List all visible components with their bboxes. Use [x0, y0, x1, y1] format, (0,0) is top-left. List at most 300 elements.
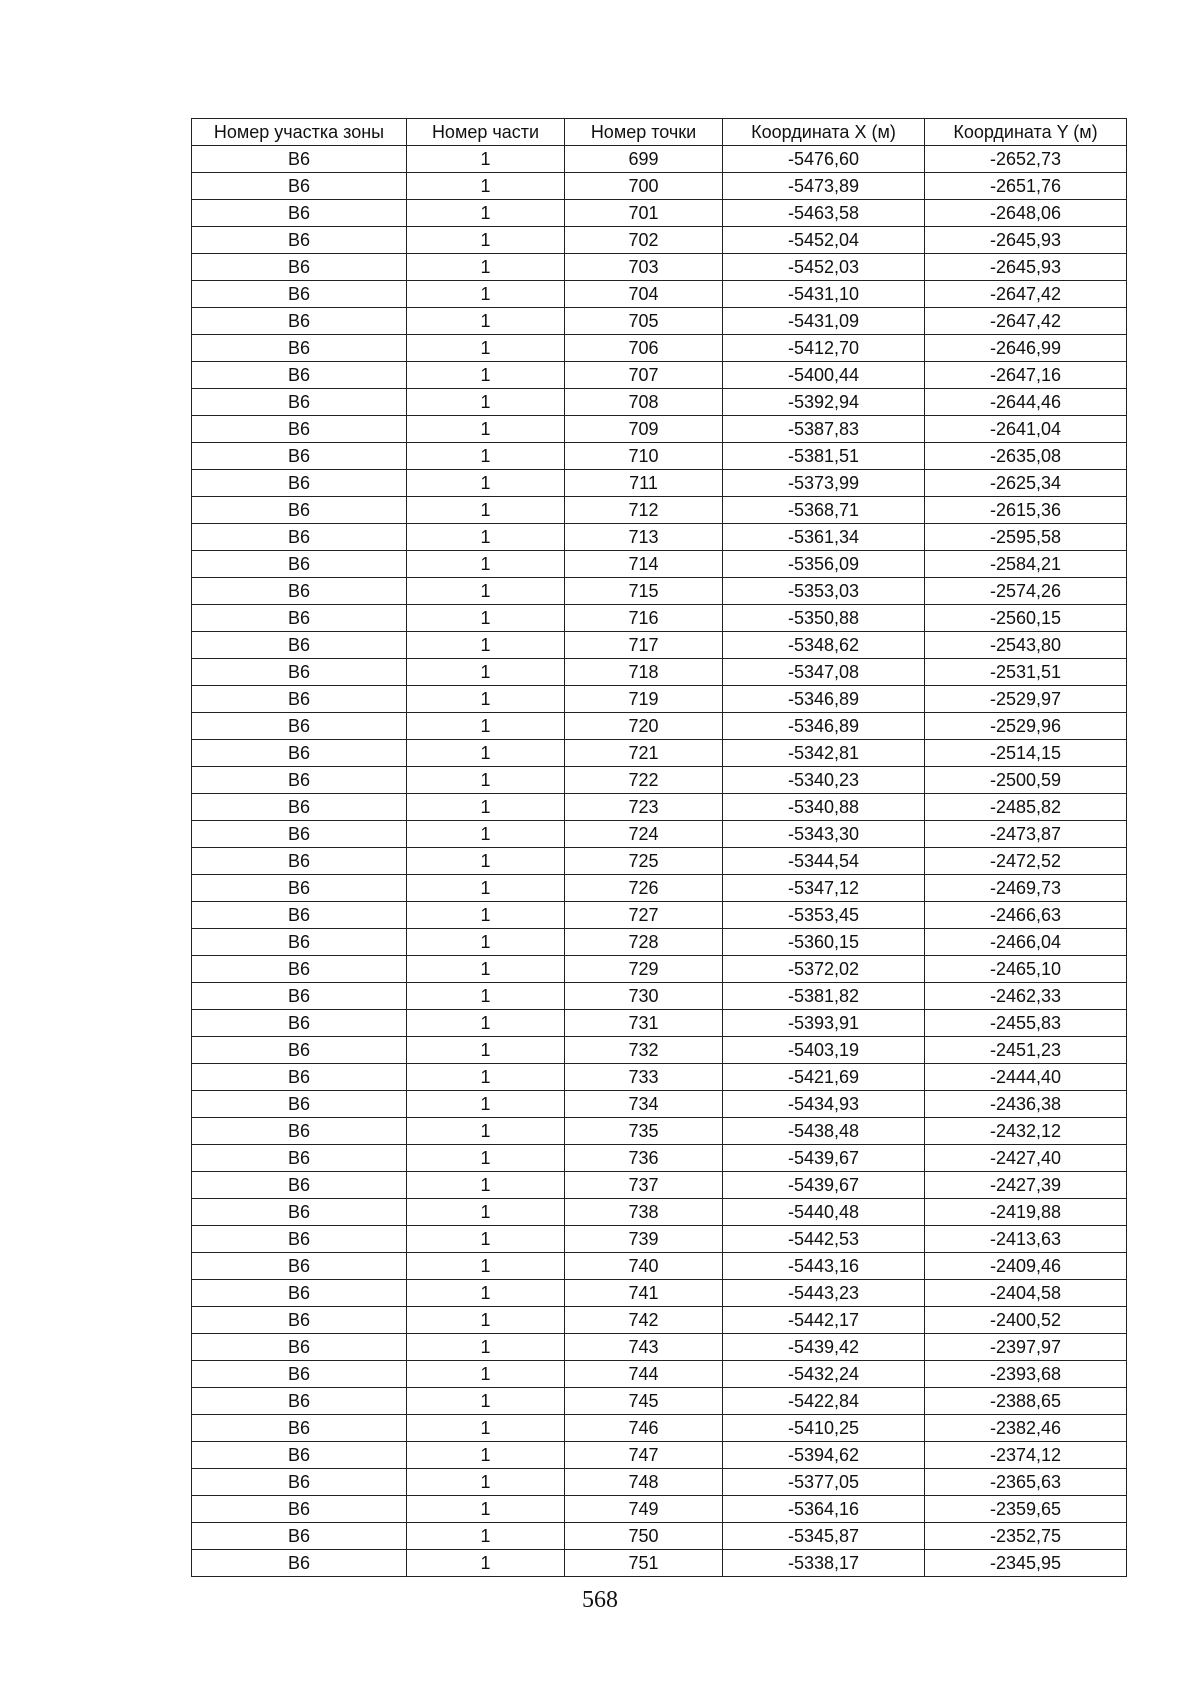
cell-part-number: 1	[407, 713, 565, 740]
table-row	[192, 1334, 1127, 1361]
cell-zone-section: В6	[192, 1064, 407, 1091]
cell-zone-section: В6	[192, 1523, 407, 1550]
cell-coordinate-y: -2514,15	[925, 740, 1127, 767]
cell-zone-section: В6	[192, 605, 407, 632]
cell-part-number: 1	[407, 848, 565, 875]
table-row	[192, 794, 1127, 821]
cell-point-number: 731	[565, 1010, 723, 1037]
cell-part-number: 1	[407, 524, 565, 551]
table-row	[192, 956, 1127, 983]
cell-zone-section: В6	[192, 983, 407, 1010]
cell-coordinate-y: -2404,58	[925, 1280, 1127, 1307]
cell-point-number: 743	[565, 1334, 723, 1361]
cell-part-number: 1	[407, 875, 565, 902]
header-coordinate-y: Координата Y (м)	[925, 119, 1127, 146]
cell-coordinate-x: -5373,99	[723, 470, 925, 497]
table-row	[192, 551, 1127, 578]
cell-coordinate-x: -5338,17	[723, 1550, 925, 1577]
cell-coordinate-y: -2595,58	[925, 524, 1127, 551]
cell-coordinate-y: -2432,12	[925, 1118, 1127, 1145]
cell-point-number: 714	[565, 551, 723, 578]
header-coordinate-x: Координата X (м)	[723, 119, 925, 146]
cell-coordinate-x: -5372,02	[723, 956, 925, 983]
cell-coordinate-x: -5439,67	[723, 1145, 925, 1172]
cell-coordinate-y: -2409,46	[925, 1253, 1127, 1280]
table-row	[192, 1442, 1127, 1469]
cell-coordinate-y: -2574,26	[925, 578, 1127, 605]
cell-zone-section: В6	[192, 1307, 407, 1334]
cell-coordinate-x: -5346,89	[723, 713, 925, 740]
table-row	[192, 389, 1127, 416]
cell-zone-section: В6	[192, 929, 407, 956]
cell-coordinate-y: -2427,39	[925, 1172, 1127, 1199]
cell-part-number: 1	[407, 335, 565, 362]
cell-point-number: 716	[565, 605, 723, 632]
cell-zone-section: В6	[192, 497, 407, 524]
cell-coordinate-x: -5442,17	[723, 1307, 925, 1334]
cell-coordinate-x: -5387,83	[723, 416, 925, 443]
cell-point-number: 747	[565, 1442, 723, 1469]
cell-coordinate-x: -5443,23	[723, 1280, 925, 1307]
cell-coordinate-x: -5452,04	[723, 227, 925, 254]
cell-coordinate-y: -2647,42	[925, 308, 1127, 335]
cell-point-number: 717	[565, 632, 723, 659]
cell-coordinate-x: -5438,48	[723, 1118, 925, 1145]
cell-coordinate-x: -5340,88	[723, 794, 925, 821]
cell-coordinate-x: -5392,94	[723, 389, 925, 416]
cell-coordinate-y: -2584,21	[925, 551, 1127, 578]
cell-point-number: 740	[565, 1253, 723, 1280]
cell-coordinate-y: -2451,23	[925, 1037, 1127, 1064]
cell-zone-section: В6	[192, 1550, 407, 1577]
cell-coordinate-x: -5368,71	[723, 497, 925, 524]
cell-zone-section: В6	[192, 1118, 407, 1145]
cell-coordinate-x: -5403,19	[723, 1037, 925, 1064]
cell-zone-section: В6	[192, 146, 407, 173]
cell-point-number: 734	[565, 1091, 723, 1118]
table-row	[192, 308, 1127, 335]
table-row	[192, 524, 1127, 551]
table-row	[192, 443, 1127, 470]
cell-coordinate-y: -2646,99	[925, 335, 1127, 362]
cell-zone-section: В6	[192, 875, 407, 902]
table-row	[192, 1199, 1127, 1226]
cell-coordinate-y: -2382,46	[925, 1415, 1127, 1442]
table-row	[192, 1550, 1127, 1577]
table-body	[192, 146, 1127, 1577]
cell-zone-section: В6	[192, 632, 407, 659]
cell-point-number: 728	[565, 929, 723, 956]
cell-part-number: 1	[407, 1361, 565, 1388]
cell-point-number: 699	[565, 146, 723, 173]
table-row	[192, 1415, 1127, 1442]
table-row	[192, 281, 1127, 308]
table-row	[192, 1010, 1127, 1037]
cell-part-number: 1	[407, 308, 565, 335]
cell-part-number: 1	[407, 443, 565, 470]
table-row	[192, 335, 1127, 362]
table-row	[192, 497, 1127, 524]
cell-part-number: 1	[407, 416, 565, 443]
cell-coordinate-y: -2647,16	[925, 362, 1127, 389]
cell-coordinate-y: -2641,04	[925, 416, 1127, 443]
cell-part-number: 1	[407, 146, 565, 173]
cell-zone-section: В6	[192, 389, 407, 416]
cell-point-number: 704	[565, 281, 723, 308]
header-part-number: Номер части	[407, 119, 565, 146]
cell-coordinate-x: -5353,45	[723, 902, 925, 929]
cell-part-number: 1	[407, 686, 565, 713]
cell-point-number: 745	[565, 1388, 723, 1415]
cell-coordinate-y: -2543,80	[925, 632, 1127, 659]
cell-part-number: 1	[407, 1091, 565, 1118]
table-row	[192, 200, 1127, 227]
cell-zone-section: В6	[192, 659, 407, 686]
cell-zone-section: В6	[192, 848, 407, 875]
table-row	[192, 416, 1127, 443]
cell-part-number: 1	[407, 983, 565, 1010]
cell-point-number: 703	[565, 254, 723, 281]
table-row	[192, 1037, 1127, 1064]
cell-zone-section: В6	[192, 1415, 407, 1442]
cell-coordinate-x: -5410,25	[723, 1415, 925, 1442]
cell-zone-section: В6	[192, 821, 407, 848]
cell-zone-section: В6	[192, 1496, 407, 1523]
cell-zone-section: В6	[192, 524, 407, 551]
cell-coordinate-x: -5346,89	[723, 686, 925, 713]
table-row	[192, 605, 1127, 632]
table-row	[192, 659, 1127, 686]
cell-point-number: 710	[565, 443, 723, 470]
cell-part-number: 1	[407, 1334, 565, 1361]
cell-coordinate-x: -5421,69	[723, 1064, 925, 1091]
cell-coordinate-x: -5422,84	[723, 1388, 925, 1415]
cell-zone-section: В6	[192, 335, 407, 362]
header-point-number: Номер точки	[565, 119, 723, 146]
cell-coordinate-y: -2473,87	[925, 821, 1127, 848]
cell-coordinate-x: -5443,16	[723, 1253, 925, 1280]
cell-coordinate-y: -2393,68	[925, 1361, 1127, 1388]
cell-coordinate-x: -5463,58	[723, 200, 925, 227]
cell-coordinate-y: -2455,83	[925, 1010, 1127, 1037]
cell-point-number: 709	[565, 416, 723, 443]
cell-coordinate-x: -5431,09	[723, 308, 925, 335]
table-row	[192, 1496, 1127, 1523]
cell-coordinate-y: -2427,40	[925, 1145, 1127, 1172]
cell-point-number: 706	[565, 335, 723, 362]
cell-point-number: 748	[565, 1469, 723, 1496]
cell-coordinate-y: -2652,73	[925, 146, 1127, 173]
cell-point-number: 727	[565, 902, 723, 929]
cell-point-number: 732	[565, 1037, 723, 1064]
table-row	[192, 767, 1127, 794]
table-row	[192, 227, 1127, 254]
cell-point-number: 742	[565, 1307, 723, 1334]
cell-zone-section: В6	[192, 713, 407, 740]
cell-coordinate-x: -5342,81	[723, 740, 925, 767]
cell-part-number: 1	[407, 1442, 565, 1469]
cell-zone-section: В6	[192, 551, 407, 578]
cell-point-number: 746	[565, 1415, 723, 1442]
cell-coordinate-y: -2397,97	[925, 1334, 1127, 1361]
cell-part-number: 1	[407, 1010, 565, 1037]
cell-coordinate-x: -5347,08	[723, 659, 925, 686]
cell-point-number: 712	[565, 497, 723, 524]
cell-point-number: 705	[565, 308, 723, 335]
table-row	[192, 983, 1127, 1010]
cell-point-number: 719	[565, 686, 723, 713]
cell-part-number: 1	[407, 632, 565, 659]
table-row	[192, 1253, 1127, 1280]
cell-part-number: 1	[407, 1280, 565, 1307]
table-row	[192, 146, 1127, 173]
cell-coordinate-y: -2365,63	[925, 1469, 1127, 1496]
cell-coordinate-y: -2419,88	[925, 1199, 1127, 1226]
header-zone-section: Номер участка зоны	[192, 119, 407, 146]
cell-point-number: 726	[565, 875, 723, 902]
table-row	[192, 254, 1127, 281]
cell-zone-section: В6	[192, 1010, 407, 1037]
cell-point-number: 733	[565, 1064, 723, 1091]
cell-coordinate-x: -5353,03	[723, 578, 925, 605]
table-row	[192, 1388, 1127, 1415]
cell-coordinate-y: -2651,76	[925, 173, 1127, 200]
cell-coordinate-x: -5344,54	[723, 848, 925, 875]
cell-point-number: 736	[565, 1145, 723, 1172]
cell-coordinate-x: -5431,10	[723, 281, 925, 308]
table-row	[192, 578, 1127, 605]
cell-coordinate-x: -5442,53	[723, 1226, 925, 1253]
cell-zone-section: В6	[192, 1442, 407, 1469]
cell-part-number: 1	[407, 1550, 565, 1577]
cell-part-number: 1	[407, 1388, 565, 1415]
cell-coordinate-x: -5381,82	[723, 983, 925, 1010]
cell-part-number: 1	[407, 794, 565, 821]
cell-zone-section: В6	[192, 1091, 407, 1118]
table-row	[192, 902, 1127, 929]
cell-coordinate-x: -5348,62	[723, 632, 925, 659]
cell-zone-section: В6	[192, 470, 407, 497]
cell-zone-section: В6	[192, 281, 407, 308]
cell-coordinate-x: -5439,42	[723, 1334, 925, 1361]
cell-point-number: 744	[565, 1361, 723, 1388]
cell-coordinate-x: -5345,87	[723, 1523, 925, 1550]
cell-coordinate-y: -2529,96	[925, 713, 1127, 740]
cell-coordinate-x: -5340,23	[723, 767, 925, 794]
cell-part-number: 1	[407, 1226, 565, 1253]
cell-zone-section: В6	[192, 686, 407, 713]
cell-coordinate-x: -5343,30	[723, 821, 925, 848]
cell-point-number: 702	[565, 227, 723, 254]
cell-coordinate-y: -2500,59	[925, 767, 1127, 794]
cell-part-number: 1	[407, 659, 565, 686]
cell-coordinate-y: -2625,34	[925, 470, 1127, 497]
page-number: 568	[582, 1587, 618, 1613]
cell-point-number: 724	[565, 821, 723, 848]
cell-zone-section: В6	[192, 794, 407, 821]
cell-coordinate-x: -5452,03	[723, 254, 925, 281]
cell-point-number: 730	[565, 983, 723, 1010]
cell-part-number: 1	[407, 254, 565, 281]
cell-zone-section: В6	[192, 578, 407, 605]
cell-point-number: 739	[565, 1226, 723, 1253]
table-row	[192, 1280, 1127, 1307]
cell-coordinate-x: -5476,60	[723, 146, 925, 173]
cell-coordinate-y: -2647,42	[925, 281, 1127, 308]
table-row	[192, 173, 1127, 200]
cell-zone-section: В6	[192, 443, 407, 470]
cell-point-number: 721	[565, 740, 723, 767]
cell-zone-section: В6	[192, 1361, 407, 1388]
cell-point-number: 738	[565, 1199, 723, 1226]
cell-zone-section: В6	[192, 362, 407, 389]
table-row	[192, 1523, 1127, 1550]
cell-zone-section: В6	[192, 1334, 407, 1361]
cell-zone-section: В6	[192, 1388, 407, 1415]
cell-coordinate-y: -2359,65	[925, 1496, 1127, 1523]
table-row	[192, 632, 1127, 659]
cell-point-number: 729	[565, 956, 723, 983]
cell-zone-section: В6	[192, 1226, 407, 1253]
table-row	[192, 686, 1127, 713]
cell-coordinate-x: -5377,05	[723, 1469, 925, 1496]
cell-zone-section: В6	[192, 308, 407, 335]
cell-point-number: 723	[565, 794, 723, 821]
cell-coordinate-x: -5400,44	[723, 362, 925, 389]
cell-part-number: 1	[407, 1469, 565, 1496]
cell-coordinate-y: -2388,65	[925, 1388, 1127, 1415]
cell-part-number: 1	[407, 902, 565, 929]
table-row	[192, 848, 1127, 875]
cell-coordinate-x: -5381,51	[723, 443, 925, 470]
cell-coordinate-x: -5434,93	[723, 1091, 925, 1118]
cell-part-number: 1	[407, 821, 565, 848]
table-row	[192, 1091, 1127, 1118]
cell-coordinate-y: -2352,75	[925, 1523, 1127, 1550]
cell-part-number: 1	[407, 767, 565, 794]
table-row	[192, 1469, 1127, 1496]
header-row	[192, 119, 1127, 146]
cell-coordinate-x: -5440,48	[723, 1199, 925, 1226]
cell-point-number: 725	[565, 848, 723, 875]
cell-coordinate-y: -2645,93	[925, 227, 1127, 254]
cell-part-number: 1	[407, 227, 565, 254]
cell-coordinate-y: -2472,52	[925, 848, 1127, 875]
cell-coordinate-x: -5439,67	[723, 1172, 925, 1199]
table-row	[192, 1172, 1127, 1199]
cell-part-number: 1	[407, 1064, 565, 1091]
cell-coordinate-y: -2529,97	[925, 686, 1127, 713]
cell-coordinate-y: -2531,51	[925, 659, 1127, 686]
table-row	[192, 1064, 1127, 1091]
cell-coordinate-y: -2648,06	[925, 200, 1127, 227]
cell-point-number: 741	[565, 1280, 723, 1307]
cell-point-number: 751	[565, 1550, 723, 1577]
cell-zone-section: В6	[192, 1145, 407, 1172]
cell-part-number: 1	[407, 1523, 565, 1550]
cell-point-number: 711	[565, 470, 723, 497]
cell-zone-section: В6	[192, 1199, 407, 1226]
cell-point-number: 700	[565, 173, 723, 200]
cell-zone-section: В6	[192, 1037, 407, 1064]
table-row	[192, 1118, 1127, 1145]
cell-point-number: 750	[565, 1523, 723, 1550]
cell-coordinate-y: -2645,93	[925, 254, 1127, 281]
cell-part-number: 1	[407, 389, 565, 416]
cell-part-number: 1	[407, 1307, 565, 1334]
cell-part-number: 1	[407, 551, 565, 578]
cell-coordinate-y: -2413,63	[925, 1226, 1127, 1253]
table-row	[192, 1145, 1127, 1172]
cell-part-number: 1	[407, 1118, 565, 1145]
cell-coordinate-y: -2374,12	[925, 1442, 1127, 1469]
cell-part-number: 1	[407, 929, 565, 956]
cell-coordinate-x: -5393,91	[723, 1010, 925, 1037]
cell-part-number: 1	[407, 362, 565, 389]
cell-part-number: 1	[407, 578, 565, 605]
cell-point-number: 720	[565, 713, 723, 740]
cell-part-number: 1	[407, 1145, 565, 1172]
cell-coordinate-x: -5350,88	[723, 605, 925, 632]
cell-zone-section: В6	[192, 227, 407, 254]
cell-coordinate-y: -2400,52	[925, 1307, 1127, 1334]
cell-point-number: 749	[565, 1496, 723, 1523]
cell-part-number: 1	[407, 470, 565, 497]
table-row	[192, 1307, 1127, 1334]
cell-coordinate-y: -2466,63	[925, 902, 1127, 929]
table-row	[192, 713, 1127, 740]
cell-coordinate-x: -5412,70	[723, 335, 925, 362]
cell-zone-section: В6	[192, 1280, 407, 1307]
cell-part-number: 1	[407, 281, 565, 308]
table-row	[192, 929, 1127, 956]
cell-part-number: 1	[407, 956, 565, 983]
cell-zone-section: В6	[192, 1253, 407, 1280]
cell-coordinate-y: -2635,08	[925, 443, 1127, 470]
cell-coordinate-x: -5361,34	[723, 524, 925, 551]
cell-point-number: 735	[565, 1118, 723, 1145]
table-row	[192, 821, 1127, 848]
cell-point-number: 722	[565, 767, 723, 794]
cell-coordinate-x: -5394,62	[723, 1442, 925, 1469]
cell-part-number: 1	[407, 173, 565, 200]
cell-part-number: 1	[407, 740, 565, 767]
table-header	[192, 119, 1127, 146]
cell-coordinate-y: -2615,36	[925, 497, 1127, 524]
cell-part-number: 1	[407, 497, 565, 524]
cell-coordinate-x: -5364,16	[723, 1496, 925, 1523]
cell-coordinate-y: -2436,38	[925, 1091, 1127, 1118]
cell-zone-section: В6	[192, 956, 407, 983]
cell-part-number: 1	[407, 1199, 565, 1226]
cell-part-number: 1	[407, 1172, 565, 1199]
table-row	[192, 362, 1127, 389]
cell-zone-section: В6	[192, 902, 407, 929]
table-row	[192, 1226, 1127, 1253]
cell-point-number: 713	[565, 524, 723, 551]
table-row	[192, 740, 1127, 767]
cell-part-number: 1	[407, 1253, 565, 1280]
cell-point-number: 715	[565, 578, 723, 605]
cell-zone-section: В6	[192, 173, 407, 200]
table-row	[192, 875, 1127, 902]
cell-zone-section: В6	[192, 767, 407, 794]
cell-coordinate-y: -2465,10	[925, 956, 1127, 983]
cell-zone-section: В6	[192, 200, 407, 227]
cell-coordinate-y: -2444,40	[925, 1064, 1127, 1091]
cell-point-number: 737	[565, 1172, 723, 1199]
table-row	[192, 470, 1127, 497]
